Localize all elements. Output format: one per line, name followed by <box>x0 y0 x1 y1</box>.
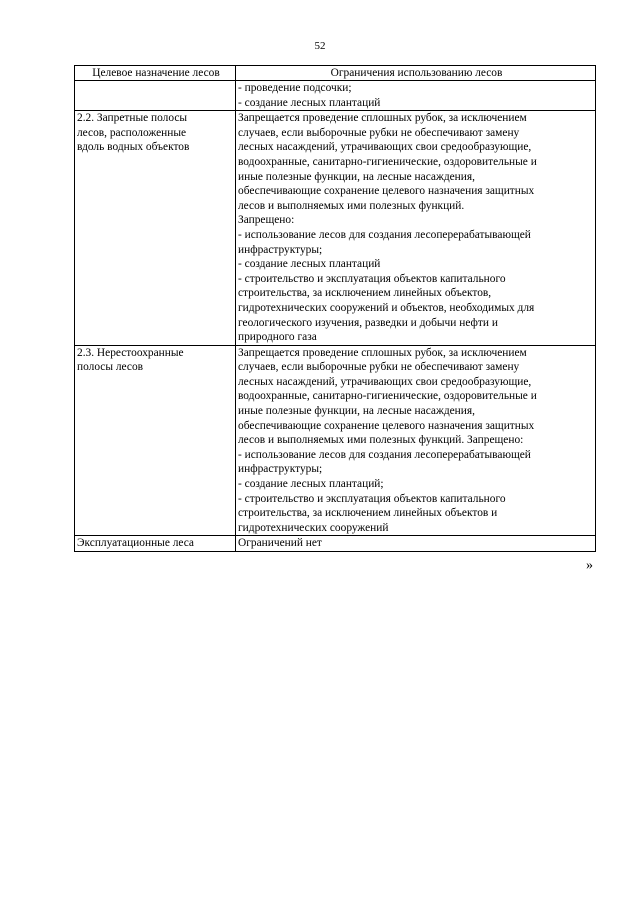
restriction-line: - создание лесных плантаций <box>238 258 381 271</box>
forest-purpose-line: Эксплуатационные леса <box>77 537 194 550</box>
restriction-line: водоохранные, санитарно-гигиенические, оздоровительные и <box>238 390 537 403</box>
forest-purpose-cell <box>75 81 236 111</box>
forest-purpose-line: 2.3. Нерестоохранные <box>77 346 184 359</box>
restriction-line: Запрещено: <box>238 214 295 227</box>
restriction-line: обеспечивающие сохранение целевого назначения защитных <box>238 419 535 432</box>
restriction-line: обеспечивающие сохранение целевого назначения защитных <box>238 185 535 198</box>
restriction-line: гидротехнических сооружений и объектов, необходимых для <box>238 301 535 314</box>
forest-purpose-line: вдоль водных объектов <box>77 141 190 154</box>
closing-quote-mark: » <box>586 558 593 573</box>
restriction-line: инфраструктуры; <box>238 463 323 476</box>
table-row <box>75 345 596 536</box>
restriction-line: геологического изучения, разведки и добычи нефти и <box>238 316 498 329</box>
restriction-line: гидротехнических сооружений <box>238 521 389 534</box>
restriction-line: - создание лесных плантаций <box>238 96 381 109</box>
restriction-line: Запрещается проведение сплошных рубок, за исключением <box>238 346 527 359</box>
forest-purpose-cell <box>75 345 236 536</box>
usage-restrictions-cell <box>236 345 596 536</box>
usage-restrictions-cell <box>236 536 596 552</box>
usage-restrictions-cell <box>236 111 596 346</box>
restriction-line: - строительство и эксплуатация объектов капитального <box>238 272 506 285</box>
page-number: 52 <box>314 40 326 52</box>
restriction-line: Ограничений нет <box>238 537 322 550</box>
restriction-line: лесов и выполняемых ими полезных функций. Запрещено: <box>238 434 524 447</box>
restriction-line: строительства, за исключением линейных объектов и <box>238 507 498 520</box>
restriction-line: инфраструктуры; <box>238 243 323 256</box>
restriction-line: Запрещается проведение сплошных рубок, за исключением <box>238 112 527 125</box>
table-body <box>75 81 596 552</box>
restriction-line: лесных насаждений, утрачивающих свои средообразующие, <box>238 141 532 154</box>
usage-restrictions-cell <box>236 81 596 111</box>
table-row <box>75 536 596 552</box>
restriction-line: случаев, если выборочные рубки не обеспечивают замену <box>238 126 520 139</box>
restriction-line: строительства, за исключением линейных объектов, <box>238 287 492 300</box>
restriction-line: природного газа <box>238 331 317 344</box>
table-row <box>75 111 596 346</box>
table-row <box>75 81 596 111</box>
forest-purpose-line: 2.2. Запретные полосы <box>77 112 188 125</box>
restriction-line: водоохранные, санитарно-гигиенические, оздоровительные и <box>238 155 537 168</box>
restriction-line: - строительство и эксплуатация объектов капитального <box>238 492 506 505</box>
table-header-row <box>75 66 596 81</box>
header-usage-restrictions: Ограничения использованию лесов <box>236 66 596 81</box>
restriction-line: иные полезные функции, на лесные насаждения, <box>238 405 475 418</box>
forest-purpose-line: полосы лесов <box>77 361 144 374</box>
restriction-line: - проведение подсочки; <box>238 82 352 94</box>
restriction-line: - использование лесов для создания лесоперерабатывающей <box>238 448 531 461</box>
restriction-line: лесных насаждений, утрачивающих свои средообразующие, <box>238 375 532 388</box>
forest-purpose-cell <box>75 536 236 552</box>
restriction-line: - использование лесов для создания лесоперерабатывающей <box>238 228 531 241</box>
restriction-line: - создание лесных плантаций; <box>238 478 384 491</box>
restriction-line: лесов и выполняемых ими полезных функций. <box>238 199 465 212</box>
forest-restrictions-table <box>74 65 596 552</box>
restriction-line: случаев, если выборочные рубки не обеспечивают замену <box>238 361 520 374</box>
forest-purpose-cell <box>75 111 236 346</box>
restriction-line: иные полезные функции, на лесные насаждения, <box>238 170 475 183</box>
forest-purpose-line: лесов, расположенные <box>77 126 187 139</box>
header-forest-purpose: Целевое назначение лесов <box>75 66 236 81</box>
